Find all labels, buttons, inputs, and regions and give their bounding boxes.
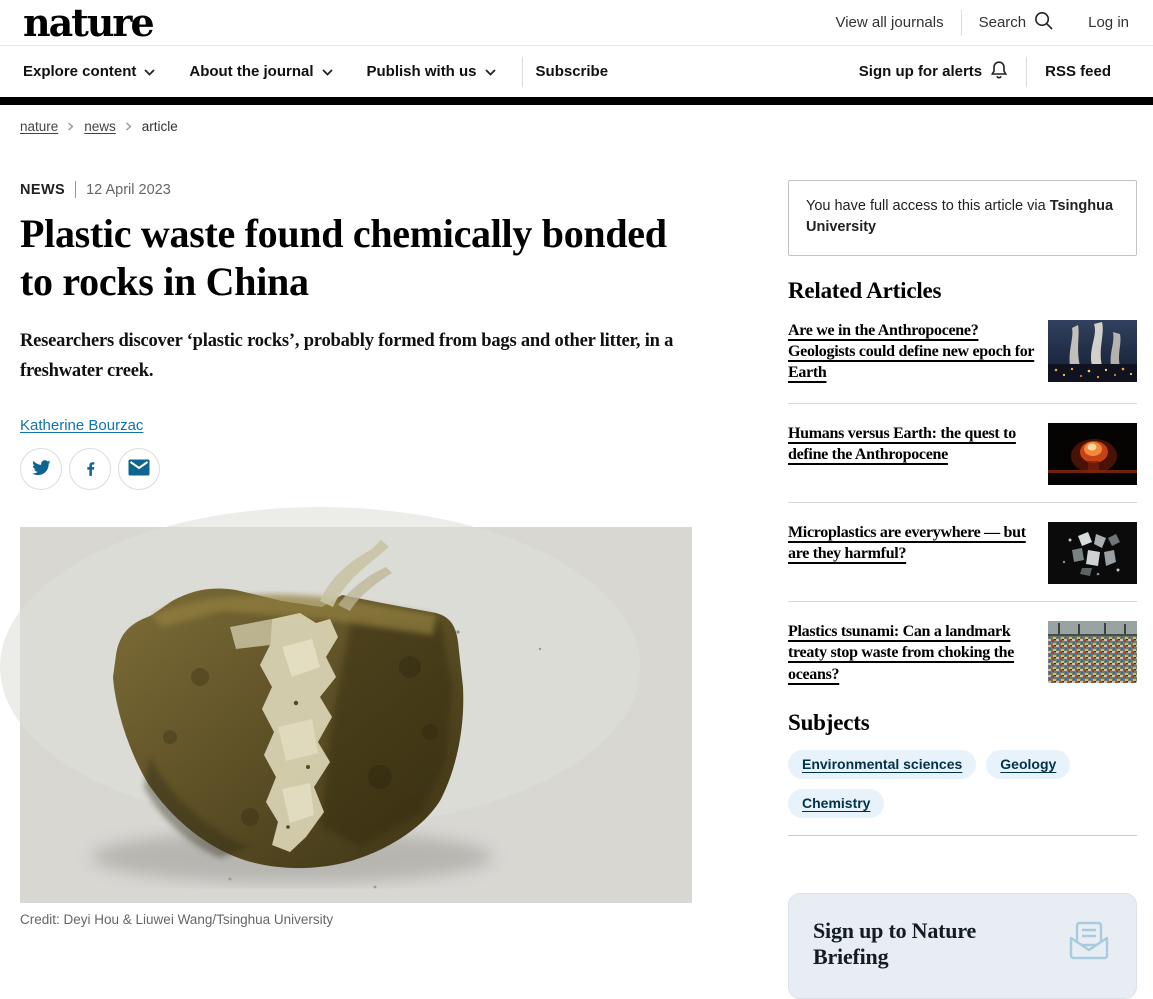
article-kicker: NEWS <box>20 181 66 198</box>
related-article-link[interactable]: Plastics tsunami: Can a landmark treaty stop waste from choking the oceans? <box>788 623 1015 683</box>
related-article-link[interactable]: Microplastics are everywhere — but are they harmful? <box>788 524 1026 563</box>
related-article-link[interactable]: Humans versus Earth: the quest to define the Anthropocene <box>788 425 1016 464</box>
bell-icon <box>990 60 1008 83</box>
related-articles-heading: Related Articles <box>788 278 942 304</box>
nav-divider <box>522 57 523 87</box>
share-twitter-button[interactable] <box>20 448 62 490</box>
plastic-rock-photo <box>20 527 692 903</box>
access-notice <box>788 180 1137 256</box>
chevron-right-icon <box>67 119 75 134</box>
nav-left <box>23 57 608 87</box>
nav-right <box>859 57 1129 87</box>
envelope-icon <box>128 459 150 479</box>
main-nav <box>0 46 1153 97</box>
sidebar <box>788 105 1137 999</box>
share-buttons <box>20 448 692 490</box>
subject-tags <box>788 750 1137 818</box>
subject-tag-environmental-sciences[interactable]: Environmental sciences <box>788 750 976 779</box>
related-thumbnail-explosion[interactable] <box>1048 423 1137 485</box>
brand-bar <box>0 97 1153 105</box>
briefing-heading: Sign up to Nature Briefing <box>813 917 977 969</box>
view-all-journals-link[interactable]: View all journals <box>835 14 944 31</box>
nav-explore-content[interactable] <box>23 63 155 80</box>
related-thumbnail-ocean-trash[interactable] <box>1048 621 1137 683</box>
search-label: Search <box>978 14 1027 31</box>
alerts-label: Sign up for alerts <box>858 63 983 80</box>
subjects-heading: Subjects <box>788 709 870 735</box>
content-area <box>0 105 1153 999</box>
rss-feed-link[interactable]: RSS feed <box>1045 63 1111 80</box>
related-thumbnail-microplastics[interactable] <box>1048 522 1137 584</box>
related-article-item <box>788 502 1137 601</box>
related-article-link[interactable]: Are we in the Anthropocene? Geologists could define new epoch for Earth <box>788 322 1035 382</box>
article-figure <box>20 527 692 927</box>
related-articles-list <box>788 307 1137 702</box>
nature-briefing-panel <box>788 893 1137 999</box>
image-credit: Credit: Deyi Hou & Liuwei Wang/Tsinghua University <box>20 912 334 928</box>
subject-tag-geology[interactable]: Geology <box>986 750 1070 779</box>
site-header <box>0 0 1153 46</box>
nav-label: Publish with us <box>366 63 477 80</box>
subject-tag-chemistry[interactable]: Chemistry <box>788 789 884 818</box>
share-email-button[interactable] <box>118 448 160 490</box>
meta-divider <box>75 181 76 198</box>
related-thumbnail-city-smokestacks[interactable] <box>1048 320 1137 382</box>
nav-about-the-journal[interactable] <box>189 63 332 80</box>
nav-subscribe[interactable]: Subscribe <box>535 63 609 80</box>
nav-divider <box>1026 57 1027 87</box>
login-link[interactable]: Log in <box>1088 14 1129 31</box>
breadcrumb-news[interactable]: news <box>84 119 116 134</box>
chevron-down-icon <box>144 63 155 80</box>
nature-logo[interactable]: nature <box>23 0 153 45</box>
search-link[interactable] <box>962 10 1072 35</box>
article-column <box>20 105 692 999</box>
facebook-icon <box>80 457 101 481</box>
nav-label: Explore content <box>23 63 137 80</box>
author-link[interactable]: Katherine Bourzac <box>20 417 144 435</box>
twitter-icon <box>31 458 51 481</box>
sidebar-divider <box>788 835 1137 836</box>
breadcrumb <box>20 119 692 134</box>
sign-up-for-alerts-link[interactable] <box>859 60 1008 83</box>
share-facebook-button[interactable] <box>69 448 111 490</box>
header-links <box>818 10 1129 36</box>
chevron-down-icon <box>322 63 333 80</box>
search-icon <box>1033 10 1054 35</box>
breadcrumb-nature[interactable]: nature <box>20 119 59 134</box>
article-date: 12 April 2023 <box>86 181 171 198</box>
nav-publish-with-us[interactable] <box>367 63 496 80</box>
article-meta <box>20 181 692 198</box>
breadcrumb-article: article <box>141 119 178 134</box>
article-standfirst: Researchers discover ‘plastic rocks’, probably formed from bags and other litter, in a freshwater creek. <box>20 331 674 381</box>
related-article-item <box>788 601 1137 701</box>
access-text: You have full access to this article via <box>806 198 1046 214</box>
chevron-right-icon <box>125 119 133 134</box>
related-article-item <box>788 307 1137 403</box>
access-institution: Tsinghua University <box>806 198 1114 236</box>
article-title: Plastic waste found chemically bonded to rocks in China <box>20 211 667 304</box>
related-article-item <box>788 403 1137 502</box>
briefing-envelope-icon <box>1066 920 1112 967</box>
nav-label: About the journal <box>189 63 314 80</box>
chevron-down-icon <box>485 63 496 80</box>
